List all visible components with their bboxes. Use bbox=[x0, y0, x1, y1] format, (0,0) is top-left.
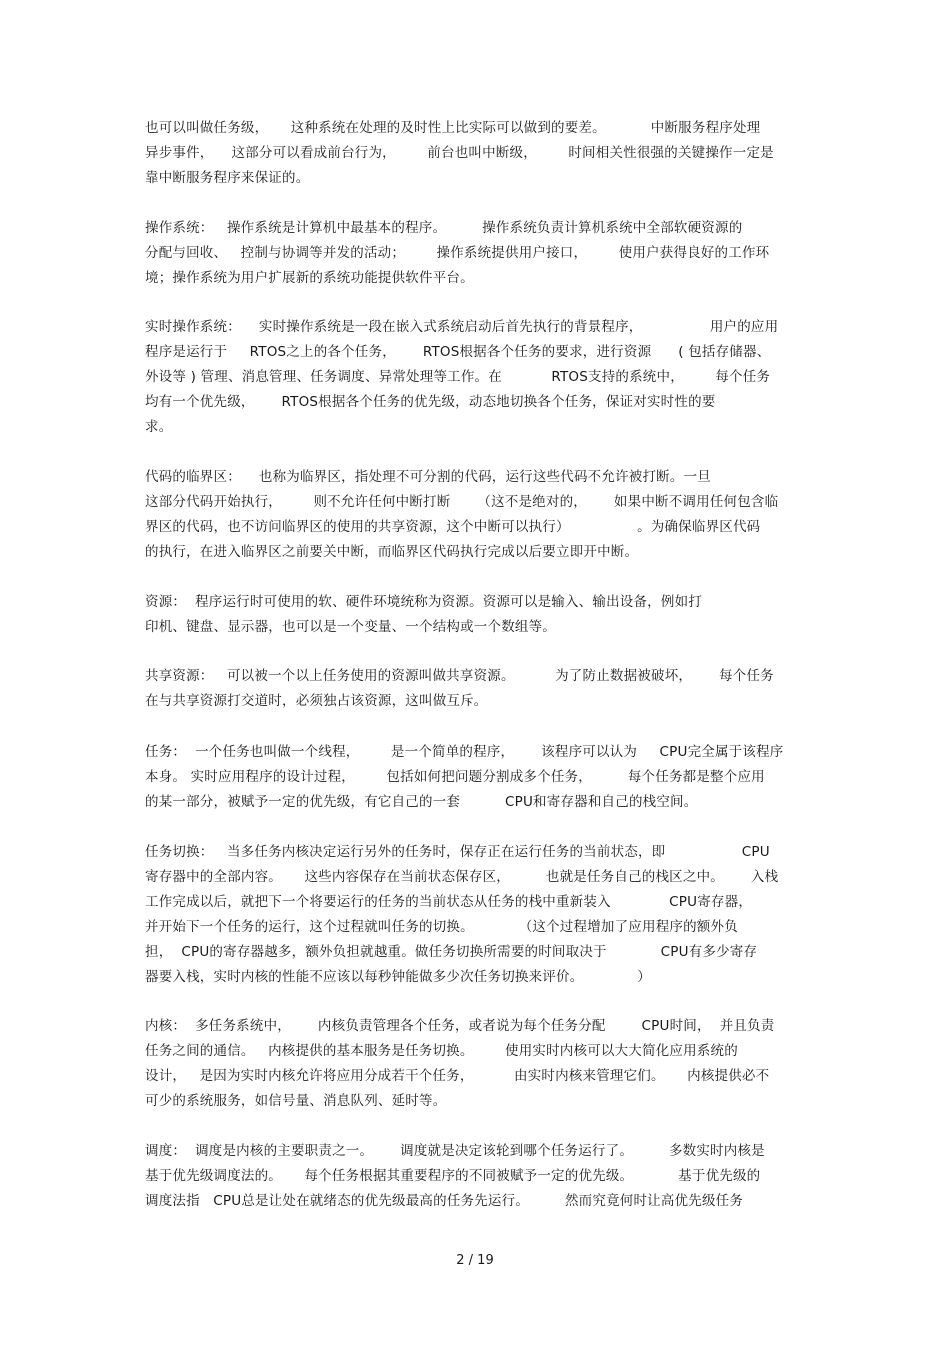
text-line: 担， CPU的寄存器越多，额外负担就越重。做任务切换所需要的时间取决于 CPU有多少寄存 bbox=[145, 944, 758, 960]
text-line: 也可以叫做任务级， 这种系统在处理的及时性上比实际可以做到的要差。 中断服务程序处理 bbox=[145, 120, 761, 136]
text-line: 境；操作系统为用户扩展新的系统功能提供软件平台。 bbox=[145, 270, 474, 286]
text-line: 操作系统： 操作系统是计算机中最基本的程序。 操作系统负责计算机系统中全部软硬资源的 bbox=[145, 220, 743, 236]
text-line: 印机、键盘、显示器，也可以是一个变量、一个结构或一个数组等。 bbox=[145, 619, 556, 635]
text-line: 均有一个优先级， RTOS根据各个任务的优先级，动态地切换各个任务，保证对实时性的要 bbox=[145, 394, 716, 410]
text-line: 工作完成以后，就把下一个将要运行的任务的当前状态从任务的栈中重新装入 CPU寄存器， bbox=[145, 894, 753, 910]
paragraph-operating-system bbox=[145, 216, 805, 291]
text-line: 本身。 实时应用程序的设计过程， 包括如何把问题分割成多个任务， 每个任务都是整个应用 bbox=[145, 769, 765, 785]
text-line: 外设等 ) 管理、消息管理、任务调度、异常处理等工作。在 RTOS支持的系统中， 每个任务 bbox=[145, 369, 771, 385]
paragraph-shared-resource bbox=[145, 664, 805, 714]
paragraph-kernel bbox=[145, 1014, 805, 1114]
paragraph-resource bbox=[145, 590, 805, 640]
page-number: 2 / 19 bbox=[456, 1253, 494, 1268]
paragraph-task bbox=[145, 740, 805, 815]
text-line: 调度： 调度是内核的主要职责之一。 调度就是决定该轮到哪个任务运行了。 多数实时内核是 bbox=[145, 1143, 765, 1159]
paragraph-rtos bbox=[145, 315, 805, 440]
paragraph-task-level-continuation bbox=[145, 116, 805, 191]
text-line: 的某一部分，被赋予一定的优先级，有它自己的一套 CPU和寄存器和自己的栈空间。 bbox=[145, 794, 698, 810]
text-line: 代码的临界区： 也称为临界区，指处理不可分割的代码，运行这些代码不允许被打断。一旦 bbox=[145, 469, 711, 485]
paragraph-critical-section bbox=[145, 465, 805, 565]
text-line: 实时操作系统： 实时操作系统是一段在嵌入式系统启动后首先执行的背景程序， 用户的应用 bbox=[145, 319, 779, 335]
text-line: 任务： 一个任务也叫做一个线程， 是一个简单的程序， 该程序可以认为 CPU完全属于该程序 bbox=[145, 744, 784, 760]
text-line: 器要入栈，实时内核的性能不应该以每秒钟能做多少次任务切换来评价。 ） bbox=[145, 969, 651, 985]
text-line: 内核： 多任务系统中， 内核负责管理各个任务，或者说为每个任务分配 CPU时间， 并且负责 bbox=[145, 1018, 775, 1034]
text-line: 寄存器中的全部内容。 这些内容保存在当前状态保存区， 也就是任务自己的栈区之中。 入栈 bbox=[145, 869, 779, 885]
paragraph-scheduling bbox=[145, 1139, 805, 1214]
text-line: 任务之间的通信。 内核提供的基本服务是任务切换。 使用实时内核可以大大简化应用系统的 bbox=[145, 1043, 738, 1059]
text-line: 程序是运行于 RTOS之上的各个任务， RTOS根据各个任务的要求，进行资源 ( 包括存储器、 bbox=[145, 344, 771, 360]
text-line: 资源： 程序运行时可使用的软、硬件环境统称为资源。资源可以是输入、输出设备，例如打 bbox=[145, 594, 702, 610]
text-line: 共享资源： 可以被一个以上任务使用的资源叫做共享资源。 为了防止数据被破坏， 每个任务 bbox=[145, 668, 774, 684]
text-line: 分配与回收、 控制与协调等并发的活动； 操作系统提供用户接口， 使用户获得良好的工作环 bbox=[145, 245, 770, 261]
text-line: 求。 bbox=[145, 419, 173, 435]
text-line: 基于优先级调度法的。 每个任务根据其重要程序的不同被赋予一定的优先级。 基于优先级的 bbox=[145, 1168, 761, 1184]
paragraph-task-switch bbox=[145, 840, 805, 990]
text-line: 并开始下一个任务的运行，这个过程就叫任务的切换。 （这个过程增加了应用程序的额外负 bbox=[145, 919, 738, 935]
text-line: 任务切换： 当多任务内核决定运行另外的任务时，保存正在运行任务的当前状态，即 CPU bbox=[145, 844, 770, 860]
text-line: 靠中断服务程序来保证的。 bbox=[145, 170, 310, 186]
text-line: 可少的系统服务，如信号量、消息队列、延时等。 bbox=[145, 1093, 447, 1109]
text-line: 异步事件， 这部分可以看成前台行为， 前台也叫中断级， 时间相关性很强的关键操作一定是 bbox=[145, 145, 774, 161]
text-line: 设计， 是因为实时内核允许将应用分成若干个任务， 由实时内核来管理它们。 内核提供必不 bbox=[145, 1068, 770, 1084]
text-line: 界区的代码，也不访问临界区的使用的共享资源，这个中断可以执行） 。为确保临界区代码 bbox=[145, 519, 761, 535]
text-line: 的执行，在进入临界区之前要关中断，而临界区代码执行完成以后要立即开中断。 bbox=[145, 544, 639, 560]
text-line: 这部分代码开始执行， 则不允许任何中断打断 （这不是绝对的， 如果中断不调用任何包含临 bbox=[145, 494, 779, 510]
text-line: 在与共享资源打交道时，必须独占该资源，这叫做互斥。 bbox=[145, 693, 488, 709]
text-line: 调度法指 CPU总是让处在就绪态的优先级最高的任务先运行。 然而究竟何时让高优先级任务 bbox=[145, 1193, 744, 1209]
